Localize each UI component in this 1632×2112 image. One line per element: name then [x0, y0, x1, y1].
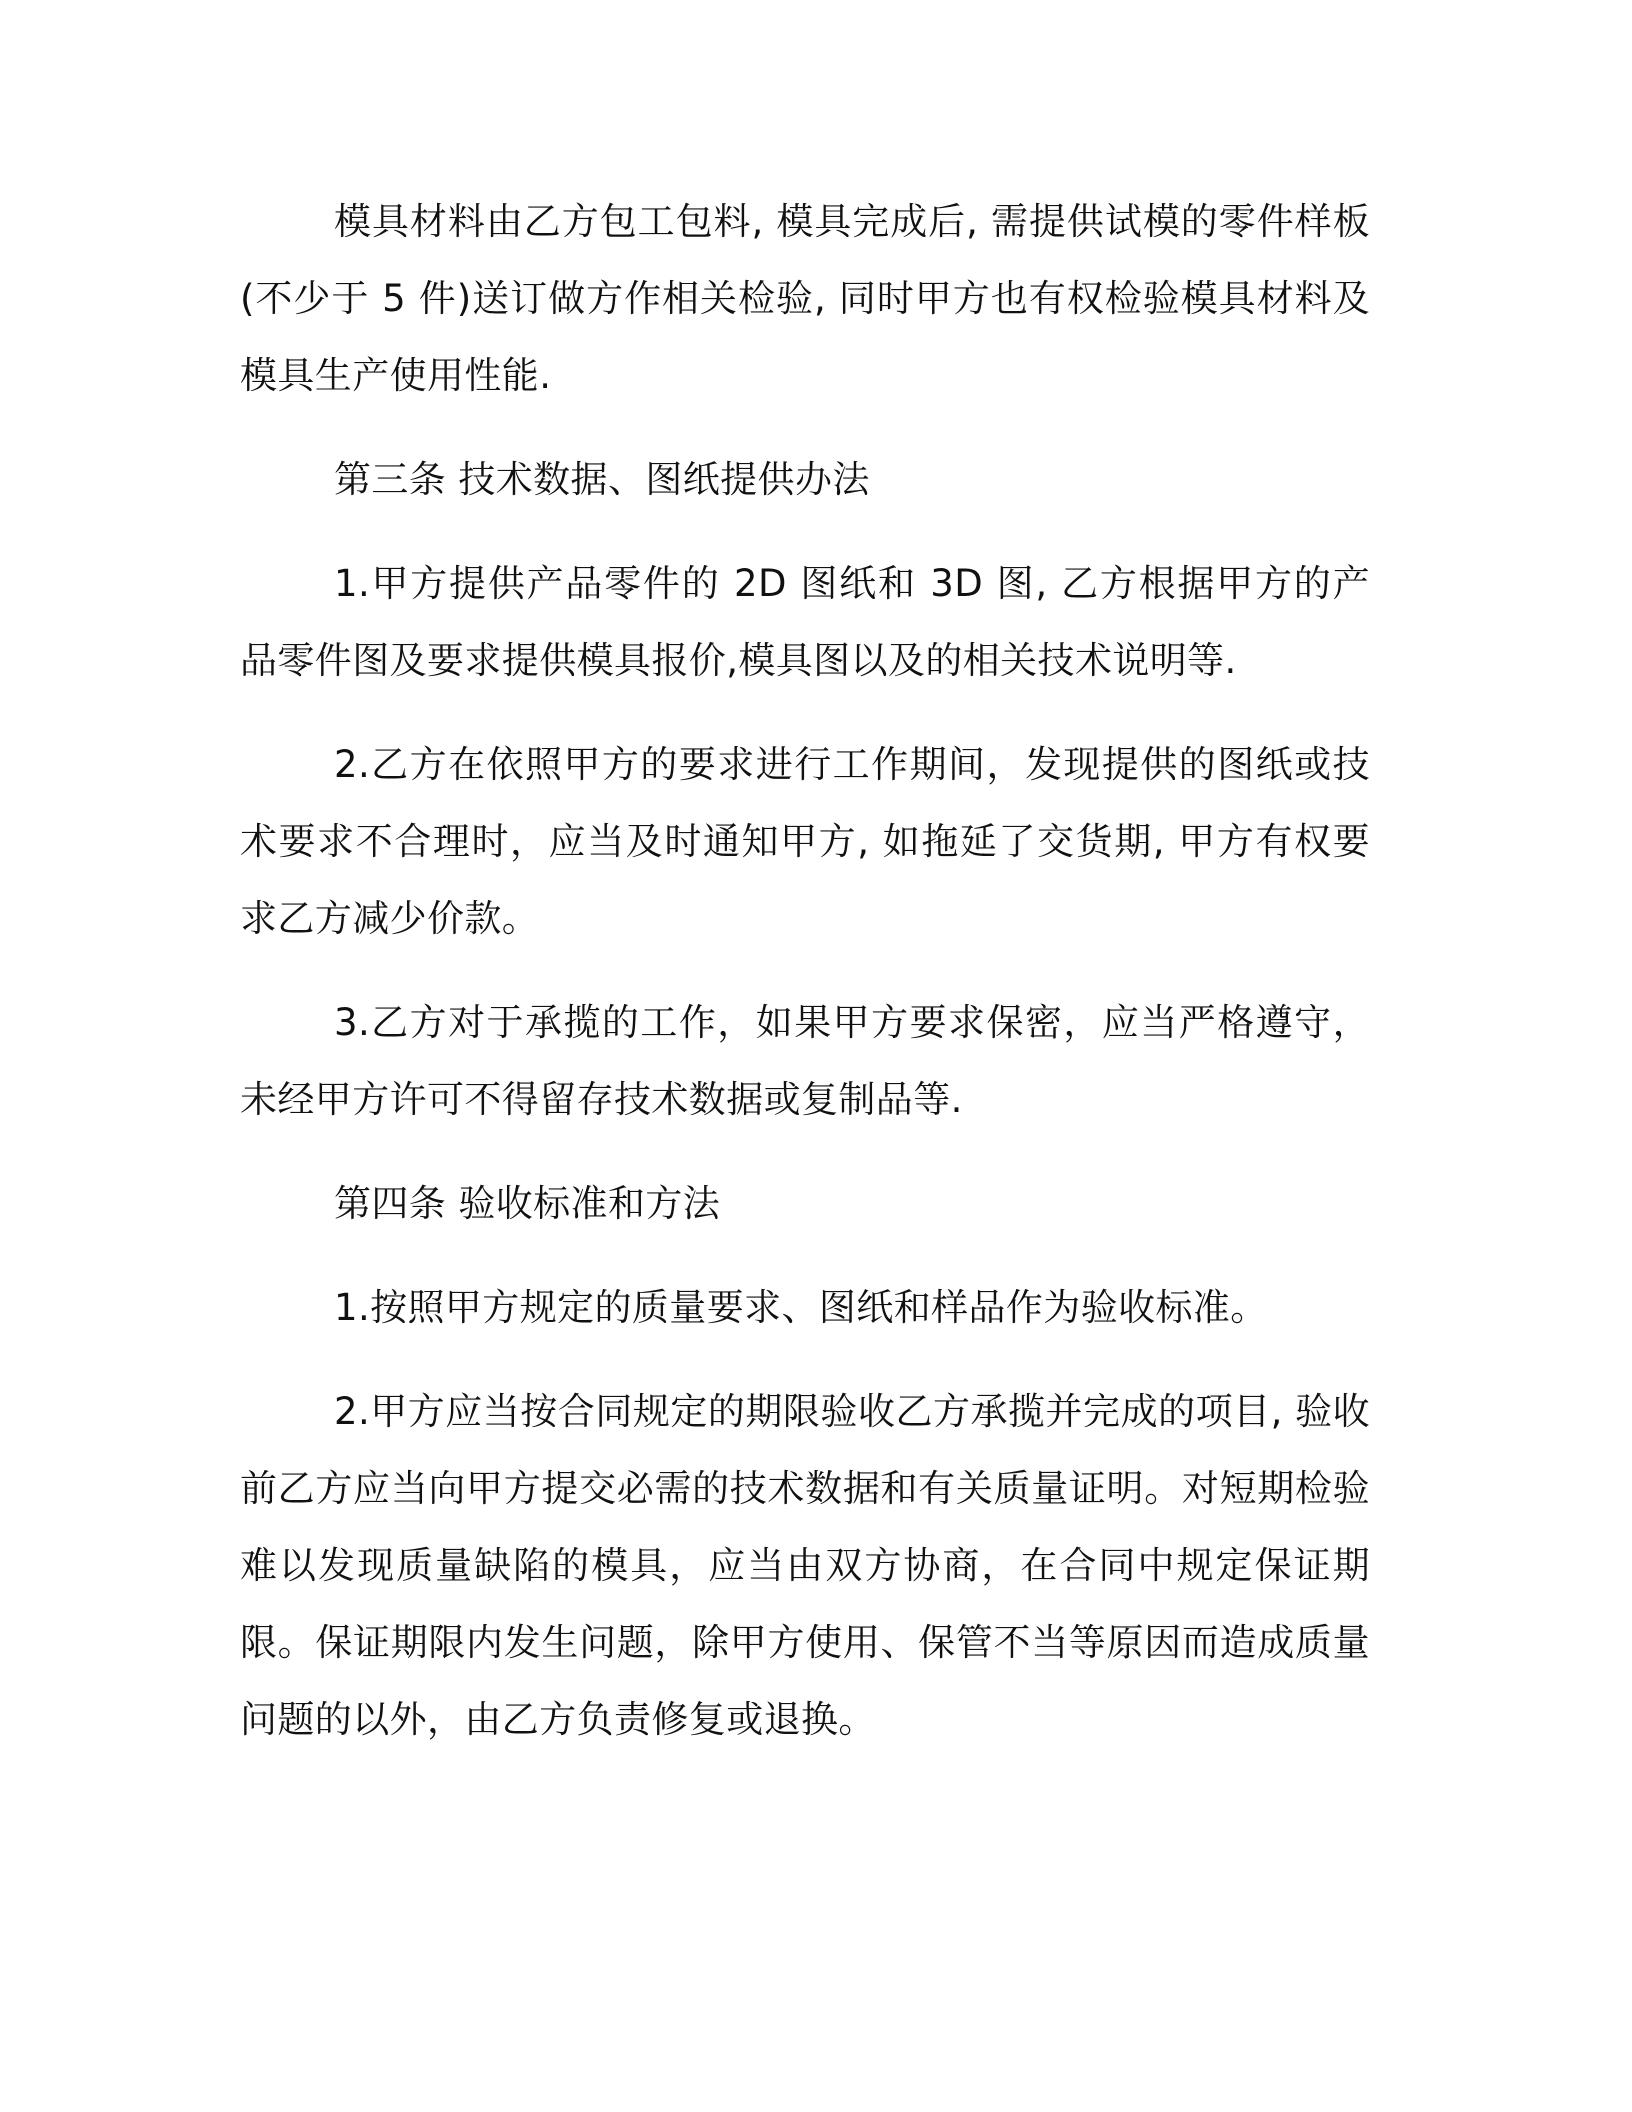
paragraph-article-3-item-3: 3.乙方对于承揽的工作，如果甲方要求保密，应当严格遵守，未经甲方许可不得留存技术数据或复制品等. — [240, 1001, 1370, 1121]
paragraph-article-4-item-2: 2.甲方应当按合同规定的期限验收乙方承揽并完成的项目, 验收前乙方应当向甲方提交必需的技术数据和有关质量证明。对短期检验难以发现质量缺陷的模具，应当由双方协商，在合同中规定保证期限。保证期限内发生问题，除甲方使用、保管不当等原因而造成质量问题的以外，由乙方负责修复或退换。 — [240, 1390, 1370, 1741]
heading-article-3: 第三条 技术数据、图纸提供办法 — [334, 458, 870, 501]
paragraph-article-3-item-2: 2.乙方在依照甲方的要求进行工作期间，发现提供的图纸或技术要求不合理时，应当及时通知甲方, 如拖延了交货期, 甲方有权要求乙方减少价款。 — [240, 743, 1370, 940]
paragraph-article-4-item-1: 1.按照甲方规定的质量要求、图纸和样品作为验收标准。 — [334, 1286, 1268, 1329]
paragraph-mold-material: 模具材料由乙方包工包料, 模具完成后, 需提供试模的零件样板(不少于 5 件)送订做方作相关检验, 同时甲方也有权检验模具材料及模具生产使用性能. — [240, 200, 1370, 397]
document-body — [240, 183, 1370, 1758]
paragraph-article-3-item-1: 1.甲方提供产品零件的 2D 图纸和 3D 图, 乙方根据甲方的产品零件图及要求提供模具报价,模具图以及的相关技术说明等. — [240, 562, 1370, 682]
heading-article-4: 第四条 验收标准和方法 — [334, 1182, 721, 1225]
